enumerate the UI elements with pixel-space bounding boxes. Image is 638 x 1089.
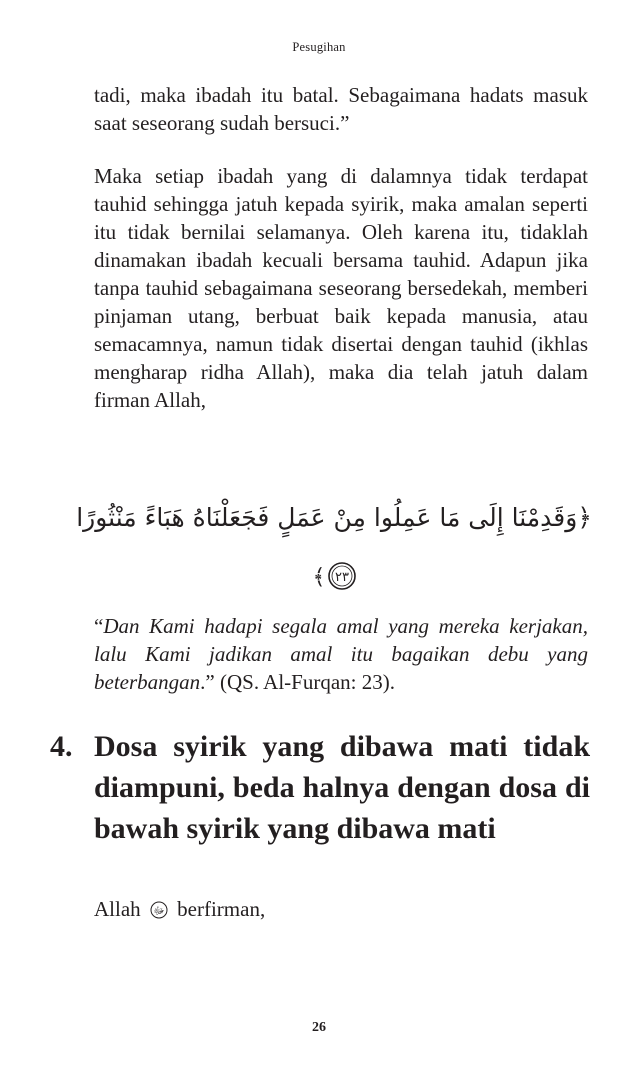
- berfirman-word: berfirman,: [177, 897, 266, 921]
- verse-arabic-text: وَقَدِمْنَا إِلَى مَا عَمِلُوا مِنْ عَمَلٍ فَجَعَلْنَاهُ هَبَاءً مَنْثُورًا: [76, 503, 578, 532]
- closing-line: [94, 895, 265, 923]
- jalla-jalaluhu-icon: [150, 901, 168, 919]
- verse-open-bracket: ﴿: [577, 503, 592, 532]
- ayah-number: ٢٣: [335, 570, 349, 585]
- ayah-number-marker: [306, 560, 370, 592]
- allah-word: Allah: [94, 897, 141, 921]
- page-number: 26: [312, 1020, 326, 1035]
- verse-translation: [94, 612, 588, 696]
- paragraph-continuation: tadi, maka ibadah itu batal. Sebagaimana hadats masuk saat seseorang sudah bersuci.”: [94, 83, 588, 135]
- translation-citation: .” (QS. Al-Furqan: 23).: [200, 670, 395, 694]
- paragraph-tauhid: Maka setiap ibadah yang di dalamnya tidak terdapat tauhid sehingga jatuh kepada syirik, maka amalan seperti itu tidak bernilai selamanya. Oleh karena itu, tidaklah dinamakan ibadah kecuali bersama tauhid. Adapun jika tanpa tauhid sebagaimana seseorang bersedekah, memberi pinjaman utang, berbuat baik kepada manusia, atau semacamnya, namun tidak disertai dengan tauhid (ikhlas mengharap ridha Allah), maka dia telah jatuh dalam firman Allah,: [94, 164, 588, 412]
- translation-open-quote: “: [94, 614, 104, 638]
- honorific-glyph: ﷻ: [153, 906, 165, 917]
- section-title: Dosa syirik yang dibawa mati tidak diampuni, beda halnya dengan dosa di bawah syirik yang dibawa mati: [94, 730, 590, 845]
- verse-close-bracket: ﴾: [312, 565, 326, 590]
- section-number: 4.: [50, 730, 73, 763]
- running-header: Pesugihan: [292, 40, 346, 54]
- quran-verse: [76, 498, 592, 538]
- translation-italic: Dan Kami hadapi segala amal yang mereka kerjakan, lalu Kami jadikan amal itu bagaikan debu yang beterbangan: [94, 614, 588, 694]
- section-heading: [50, 726, 590, 849]
